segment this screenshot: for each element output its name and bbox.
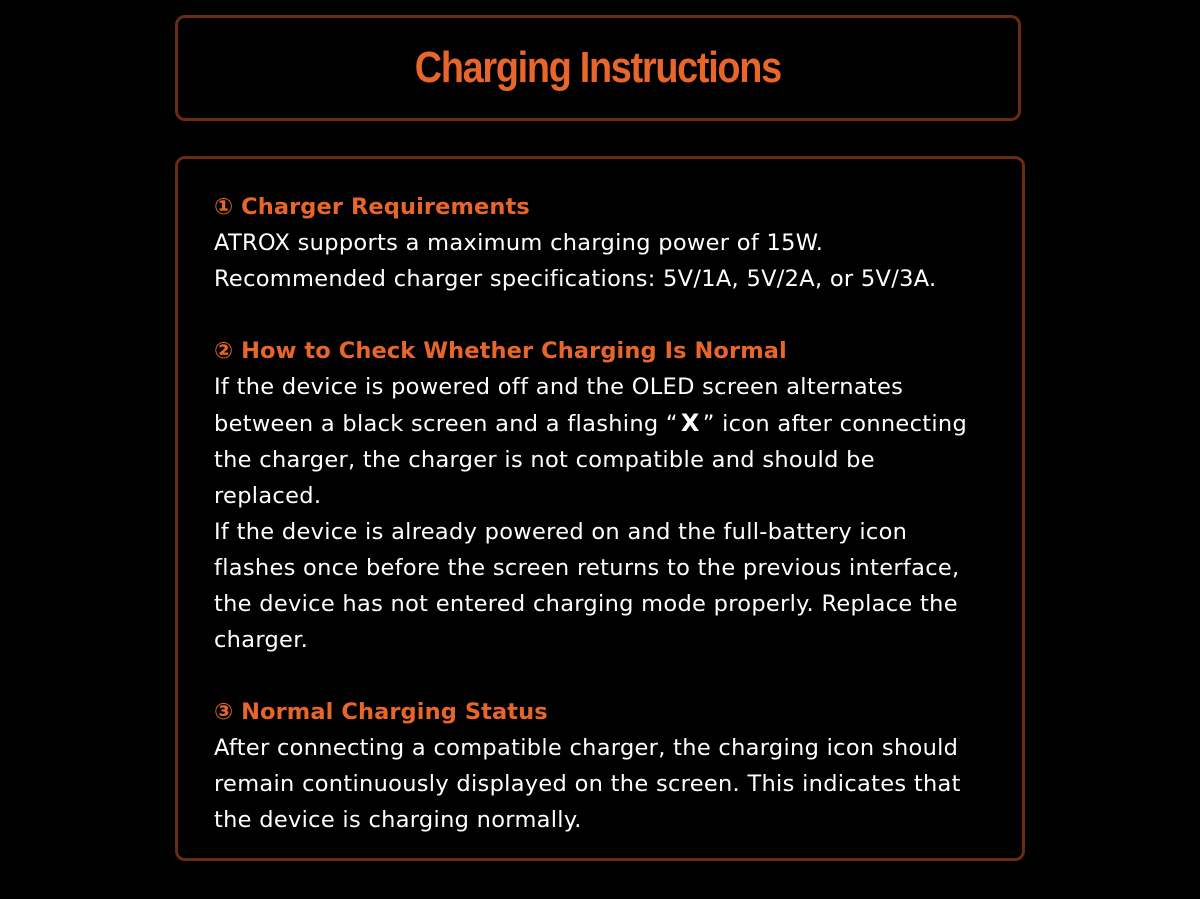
- instructions-panel: [175, 156, 1025, 861]
- body-line: remain continuously displayed on the screen. This indicates that: [214, 771, 961, 797]
- body-text: ” icon after connecting: [702, 411, 968, 437]
- section-charger-requirements: [214, 189, 1022, 297]
- body-line: If the device is already powered on and the full-battery icon: [214, 519, 908, 545]
- body-line: Recommended charger specifications: 5V/1A, 5V/2A, or 5V/3A.: [214, 266, 937, 292]
- body-text: between a black screen and a flashing “: [214, 411, 678, 437]
- body-line: the device has not entered charging mode properly. Replace the: [214, 591, 958, 617]
- body-line: the charger, the charger is not compatible and should be: [214, 447, 875, 473]
- section-normal-status: [214, 694, 1022, 838]
- section-heading: ② How to Check Whether Charging Is Normal: [214, 338, 787, 364]
- section-heading: ① Charger Requirements: [214, 194, 530, 220]
- body-line: the device is charging normally.: [214, 807, 582, 833]
- title-banner: [175, 15, 1021, 121]
- body-line: charger.: [214, 627, 309, 653]
- body-line: flashes once before the screen returns to the previous interface,: [214, 555, 960, 581]
- x-icon: X: [680, 409, 700, 437]
- body-line: After connecting a compatible charger, the charging icon should: [214, 735, 959, 761]
- body-line: If the device is powered off and the OLED screen alternates: [214, 374, 904, 400]
- page-title: Charging Instructions: [414, 43, 782, 92]
- section-heading: ③ Normal Charging Status: [214, 699, 548, 725]
- body-line: ATROX supports a maximum charging power of 15W.: [214, 230, 824, 256]
- body-line: replaced.: [214, 483, 322, 509]
- section-check-charging: [214, 333, 1022, 658]
- body-line: [214, 405, 1022, 442]
